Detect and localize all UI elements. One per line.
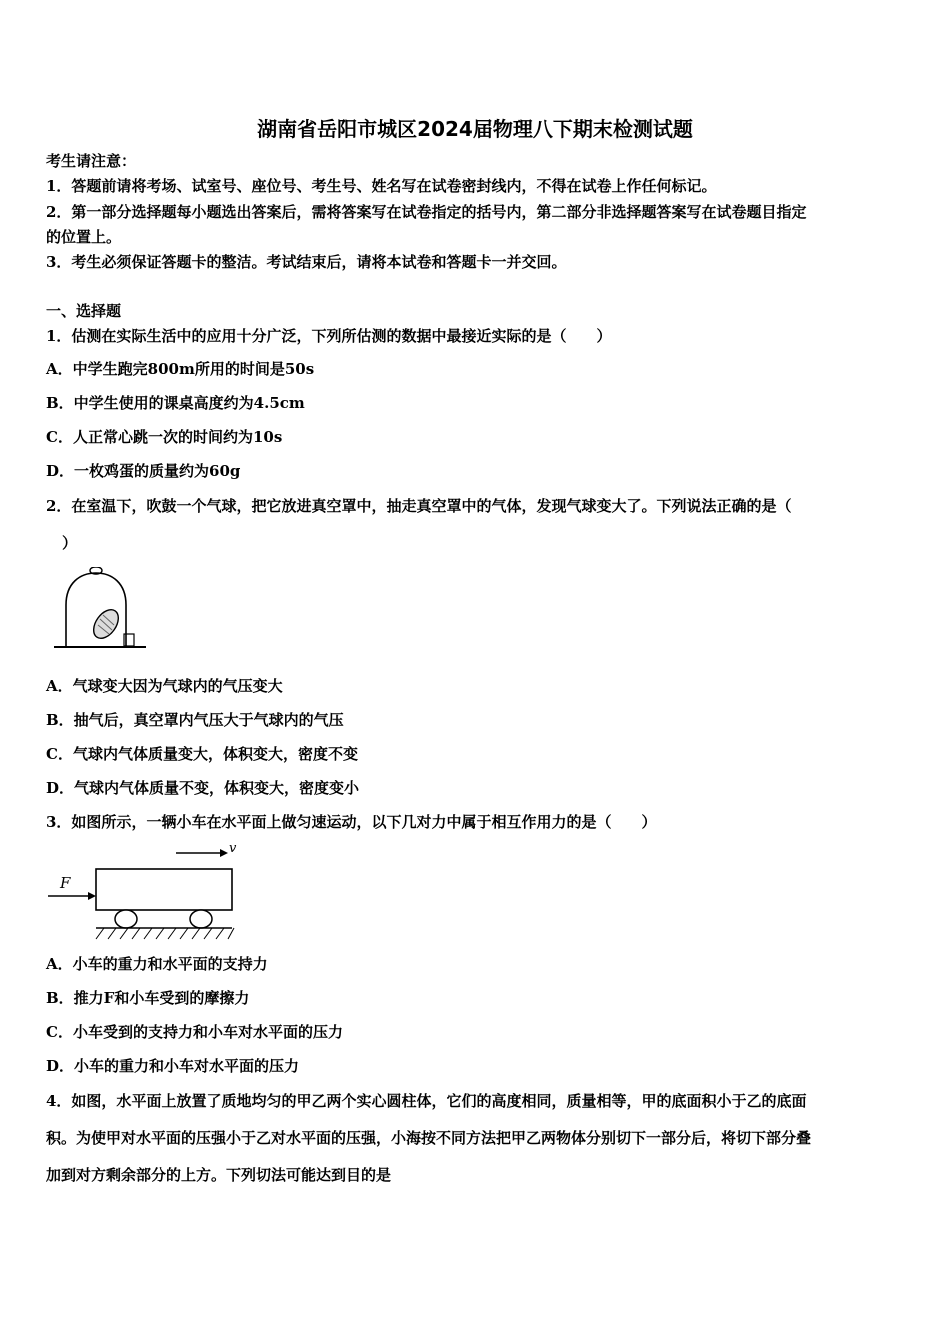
q4-line-3: 加到对方剩余部分的上方。下列切法可能达到目的是 <box>46 1166 392 1184</box>
q1-stem: 1．估测在实际生活中的应用十分广泛，下列所估测的数据中最接近实际的是（ ） <box>46 327 612 345</box>
q2-option-b: B．抽气后，真空罩内气压大于气球内的气压 <box>46 711 344 729</box>
q2-option-c: C．气球内气体质量变大，体积变大，密度不变 <box>46 745 358 763</box>
q2-option-a: A．气球变大因为气球内的气压变大 <box>46 677 283 695</box>
force-label: F <box>60 874 71 892</box>
cart-body <box>96 869 232 910</box>
cart-wheel-left <box>115 910 137 928</box>
q4-line-2: 积。为使甲对水平面的压强小于乙对水平面的压强，小海按不同方法把甲乙两物体分别切下一部分后，将切下部分叠 <box>46 1129 812 1147</box>
notice-item-2: 2．第一部分选择题每小题选出答案后，需将答案写在试卷指定的括号内，第二部分非选择题答案写在试卷题目指定 <box>46 203 807 221</box>
notice-item-2-cont: 的位置上。 <box>46 228 122 246</box>
cart-wheel-right <box>190 910 212 928</box>
notice-heading: 考生请注意： <box>46 152 137 170</box>
q3-option-c: C．小车受到的支持力和小车对水平面的压力 <box>46 1023 343 1041</box>
q4-line-1: 4．如图，水平面上放置了质地均匀的甲乙两个实心圆柱体，它们的高度相同，质量相等，甲的底面积小于乙的底面 <box>46 1092 807 1110</box>
force-arrowhead <box>88 892 96 900</box>
section-heading: 一、选择题 <box>46 302 122 320</box>
cart-figure <box>46 840 246 944</box>
notice-item-3: 3．考生必须保证答题卡的整洁。考试结束后，请将本试卷和答题卡一并交回。 <box>46 253 567 271</box>
velocity-label: v <box>229 841 237 856</box>
bell-jar-balloon-figure <box>52 567 148 651</box>
page-title: 湖南省岳阳市城区2024届物理八下期末检测试题 <box>257 117 693 141</box>
q3-option-a: A．小车的重力和水平面的支持力 <box>46 955 268 973</box>
velocity-arrowhead <box>220 849 228 857</box>
q2-stem: 2．在室温下，吹鼓一个气球，把它放进真空罩中，抽走真空罩中的气体，发现气球变大了。下列说法正确的是（ <box>46 497 792 515</box>
q1-option-a: A．中学生跑完800m所用的时间是50s <box>46 360 315 378</box>
q3-option-b: B．推力F和小车受到的摩擦力 <box>46 989 250 1007</box>
q3-option-d: D．小车的重力和小车对水平面的压力 <box>46 1057 300 1075</box>
ground-hatching <box>96 928 234 939</box>
q1-option-d: D．一枚鸡蛋的质量约为60g <box>46 462 241 480</box>
q2-stem-end: ） <box>62 534 78 552</box>
q1-option-c: C．人正常心跳一次的时间约为10s <box>46 428 283 446</box>
q3-stem: 3．如图所示，一辆小车在水平面上做匀速运动，以下几对力中属于相互作用力的是（ ） <box>46 813 657 831</box>
q1-option-b: B．中学生使用的课桌高度约为4.5cm <box>46 394 305 412</box>
q2-option-d: D．气球内气体质量不变，体积变大，密度变小 <box>46 779 360 797</box>
notice-item-1: 1．答题前请将考场、试室号、座位号、考生号、姓名写在试卷密封线内，不得在试卷上作任何标记。 <box>46 177 717 195</box>
